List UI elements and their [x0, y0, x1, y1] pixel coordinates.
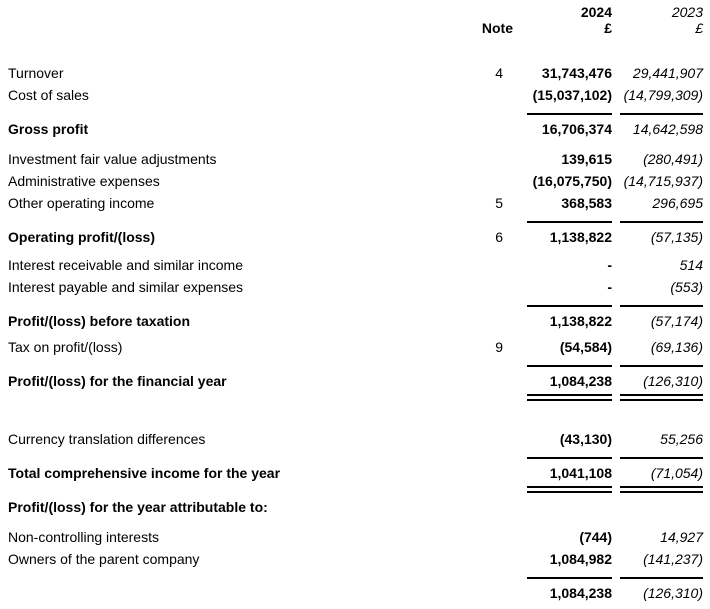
- table-row-tax-on-profit-loss: [8, 336, 703, 358]
- row-label: Profit/(loss) for the financial year: [8, 373, 227, 389]
- row-label: Administrative expenses: [8, 173, 160, 189]
- row-label: Investment fair value adjustments: [8, 151, 217, 167]
- table-row-owners-of-parent-company: [8, 548, 703, 570]
- row-label: Tax on profit/(loss): [8, 339, 123, 355]
- value-2023: 296,695: [652, 195, 703, 211]
- value-2024: 1,138,822: [549, 229, 612, 245]
- table-row-other-operating-income: [8, 192, 703, 214]
- table-row-interest-receivable: [8, 254, 703, 276]
- row-label: Interest payable and similar expenses: [8, 279, 244, 295]
- table-row-turnover: [8, 62, 703, 84]
- note-value: 4: [495, 65, 503, 81]
- double-rule: [8, 392, 703, 404]
- value-2023: (71,054): [650, 465, 703, 481]
- row-label: Gross profit: [8, 121, 89, 137]
- currency-header-2023: £: [695, 20, 703, 36]
- table-row-gross-profit: [8, 118, 703, 140]
- value-2023: 14,927: [660, 529, 703, 545]
- value-2023: 514: [679, 257, 703, 273]
- value-2024: 16,706,374: [541, 121, 612, 137]
- value-2023: 29,441,907: [632, 65, 703, 81]
- value-2023: (69,136): [650, 339, 703, 355]
- value-2024: 31,743,476: [541, 65, 612, 81]
- value-2023: (126,310): [643, 585, 703, 601]
- row-label: Non-controlling interests: [8, 529, 159, 545]
- value-2024: -: [607, 257, 612, 273]
- row-label: Interest receivable and similar income: [8, 257, 243, 273]
- table-header-years: [8, 4, 703, 20]
- column-header-2023: 2023: [671, 4, 703, 20]
- value-2024: 368,583: [561, 195, 612, 211]
- table-row-investment-fair-value-adjustments: [8, 148, 703, 170]
- single-rule: [8, 106, 703, 118]
- column-header-2024: 2024: [580, 4, 612, 20]
- note-value: 9: [495, 339, 503, 355]
- row-label: Profit/(loss) before taxation: [8, 313, 191, 329]
- spacer: [8, 36, 703, 62]
- value-2023: (280,491): [643, 151, 703, 167]
- table-header-units: [8, 20, 703, 36]
- value-2024: (54,584): [559, 339, 612, 355]
- table-row-operating-profit-loss: [8, 226, 703, 248]
- row-label: Cost of sales: [8, 87, 89, 103]
- row-label: Currency translation differences: [8, 431, 206, 447]
- row-label: Owners of the parent company: [8, 551, 200, 567]
- currency-header-2024: £: [604, 20, 612, 36]
- note-value: 6: [495, 229, 503, 245]
- table-row-currency-translation-differences: [8, 428, 703, 450]
- value-2023: (141,237): [643, 551, 703, 567]
- note-value: 5: [495, 195, 503, 211]
- value-2023: 14,642,598: [632, 121, 703, 137]
- table-row-administrative-expenses: [8, 170, 703, 192]
- value-2024: (43,130): [559, 431, 612, 447]
- value-2023: (57,135): [650, 229, 703, 245]
- table-row-profit-before-taxation: [8, 310, 703, 332]
- value-2023: (57,174): [650, 313, 703, 329]
- value-2023: (126,310): [643, 373, 703, 389]
- spacer: [8, 140, 703, 148]
- single-rule: [8, 298, 703, 310]
- value-2024: 1,138,822: [549, 313, 612, 329]
- table-row-profit-for-financial-year: [8, 370, 703, 392]
- value-2024: (16,075,750): [532, 173, 612, 189]
- spacer: [8, 518, 703, 526]
- spacer: [8, 404, 703, 428]
- value-2024: 139,615: [561, 151, 612, 167]
- value-2024: (744): [579, 529, 612, 545]
- value-2024: -: [607, 279, 612, 295]
- value-2024: 1,084,238: [549, 373, 612, 389]
- single-rule: [8, 214, 703, 226]
- table-row-interest-payable: [8, 276, 703, 298]
- value-2023: (14,715,937): [623, 173, 703, 189]
- section-heading: Profit/(loss) for the year attributable to:: [8, 499, 268, 515]
- row-label: Other operating income: [8, 195, 155, 211]
- row-label: Operating profit/(loss): [8, 229, 155, 245]
- double-rule: [8, 484, 703, 496]
- table-row-attributable-heading: [8, 496, 703, 518]
- row-label: Total comprehensive income for the year: [8, 465, 281, 481]
- value-2024: 1,041,108: [549, 465, 612, 481]
- column-header-note: Note: [481, 20, 513, 36]
- value-2024: 1,084,238: [549, 585, 612, 601]
- table-row-attributable-total: [8, 582, 703, 604]
- table-row-non-controlling-interests: [8, 526, 703, 548]
- single-rule: [8, 450, 703, 462]
- single-rule: [8, 570, 703, 582]
- value-2024: (15,037,102): [532, 87, 612, 103]
- row-label: Turnover: [8, 65, 64, 81]
- single-rule: [8, 358, 703, 370]
- value-2023: (14,799,309): [623, 87, 703, 103]
- table-row-cost-of-sales: [8, 84, 703, 106]
- table-row-total-comprehensive-income: [8, 462, 703, 484]
- value-2024: 1,084,982: [549, 551, 612, 567]
- value-2023: 55,256: [660, 431, 703, 447]
- value-2023: (553): [670, 279, 703, 295]
